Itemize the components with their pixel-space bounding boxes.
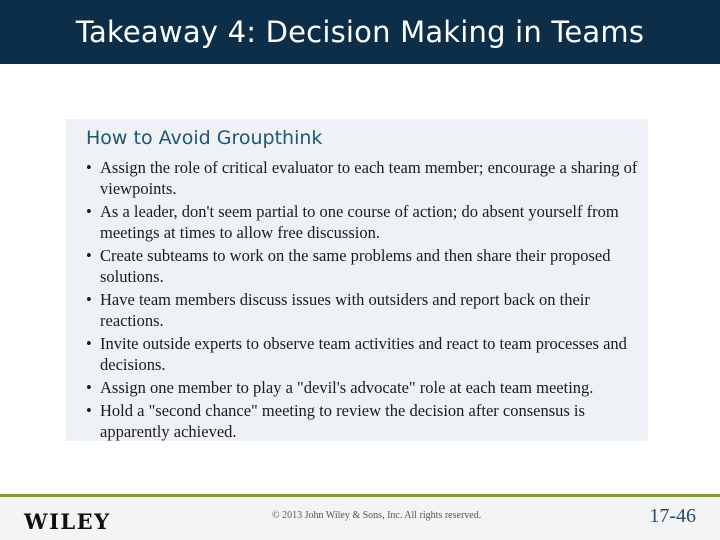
page-number: 17-46 xyxy=(649,505,696,527)
title-bar xyxy=(0,0,720,64)
list-item xyxy=(86,157,638,199)
bullet-icon: • xyxy=(86,158,92,177)
list-item-text: As a leader, don't seem partial to one course of action; do absent yourself from meetings at times to allow free discussion. xyxy=(100,202,619,242)
list-item xyxy=(86,400,638,442)
slide-title: Takeaway 4: Decision Making in Teams xyxy=(75,15,645,49)
bullet-icon: • xyxy=(86,290,92,309)
list-item-text: Hold a "second chance" meeting to review the decision after consensus is apparently achieved. xyxy=(100,401,585,441)
bullet-icon: • xyxy=(86,246,92,265)
bullet-icon: • xyxy=(86,334,92,353)
list-item-text: Create subteams to work on the same problems and then share their proposed solutions. xyxy=(100,246,611,286)
copyright-text: © 2013 John Wiley & Sons, Inc. All rights reserved. xyxy=(272,510,482,521)
groupthink-panel xyxy=(66,119,648,441)
list-item xyxy=(86,289,638,331)
list-item xyxy=(86,377,638,398)
list-item-text: Assign the role of critical evaluator to each team member; encourage a sharing of viewpoints. xyxy=(100,158,638,198)
list-item-text: Assign one member to play a "devil's advocate" role at each team meeting. xyxy=(100,378,594,397)
list-item xyxy=(86,245,638,287)
bullet-icon: • xyxy=(86,401,92,420)
list-item xyxy=(86,201,638,243)
bullet-icon: • xyxy=(86,378,92,397)
wiley-logo: WILEY xyxy=(24,509,111,534)
list-item xyxy=(86,333,638,375)
list-item-text: Invite outside experts to observe team activities and react to team processes and decisions. xyxy=(100,334,627,374)
bullet-icon: • xyxy=(86,202,92,221)
list-item-text: Have team members discuss issues with outsiders and report back on their reactions. xyxy=(100,290,590,330)
panel-heading: How to Avoid Groupthink xyxy=(86,127,323,149)
bullet-list xyxy=(86,157,638,442)
